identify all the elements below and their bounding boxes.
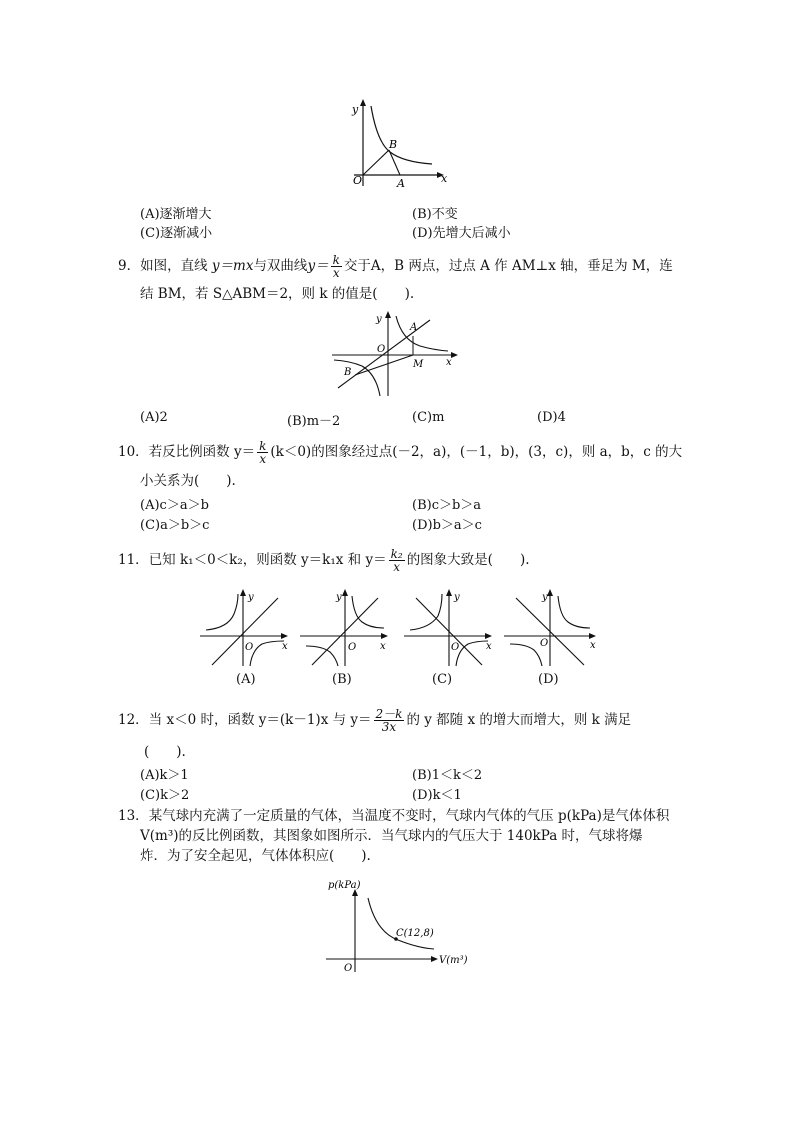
q10-line2: 小关系为( ). [140, 473, 236, 489]
y-arrow [360, 99, 366, 106]
q12-text-b: 的 y 都随 x 的增大而增大，则 k 满足 [406, 712, 632, 728]
q10-line1 [118, 440, 682, 465]
label-a: A [410, 322, 418, 333]
q9-text-b: 与双曲线 [253, 258, 308, 274]
q12-option-a: (A)k＞1 [140, 768, 189, 783]
q8-option-b: (B)不变 [412, 207, 458, 222]
y-arrow [385, 311, 391, 318]
q8-option-d: (D)先增大后减小 [412, 226, 511, 241]
label-x: x [282, 641, 288, 652]
label-y: y [454, 592, 460, 603]
q8-option-a: (A)逐渐增大 [140, 207, 212, 222]
q9-text-d: A，B 两点，过点 A 作 AM⊥x 轴，垂足为 M，连 [370, 258, 673, 274]
q12-option-b: (B)1＜k＜2 [412, 768, 483, 783]
q11-graph-a [198, 588, 294, 668]
q9-option-b: (B)m－2 [287, 414, 341, 429]
q9-text-c: 交于 [343, 258, 371, 274]
label-x: x [441, 172, 448, 185]
q12-option-c: (C)k＞2 [140, 788, 190, 803]
segment-ob [363, 150, 389, 175]
q10-text-a: 若反比例函数 y＝ [148, 444, 256, 460]
label-x: x [486, 641, 492, 652]
q11-text-a: 已知 k₁＜0＜k₂，则函数 y＝k₁x 和 y＝ [148, 552, 387, 568]
q13-line2: V(m³)的反比例函数，其图象如图所示．当气球内的气压大于 140kPa 时，气球将爆 [140, 828, 643, 844]
q10-fraction: $\frac{k}{x}$ [259, 439, 267, 466]
q12-option-d: (D)k＜1 [412, 788, 462, 803]
label-b: B [344, 367, 352, 378]
curve-branch-1 [558, 596, 590, 628]
y-arrow [446, 589, 452, 596]
q11-caption-b: (B) [332, 672, 352, 687]
line-graph [212, 598, 278, 665]
q9-fraction: $\frac{k}{x}$ [332, 253, 340, 280]
y-arrow [547, 589, 553, 596]
q13-line1 [118, 806, 669, 826]
q13-line3: 炸．为了安全起见，气体体积应( ). [140, 848, 371, 864]
label-o: O [348, 642, 357, 653]
label-o: O [245, 642, 254, 653]
q12-line1 [118, 708, 631, 733]
q8-option-c: (C)逐渐减小 [140, 226, 213, 241]
q12-line2: ( ). [144, 744, 186, 760]
q11-number: 11． [118, 552, 149, 568]
x-arrow [281, 633, 288, 639]
x-arrow [431, 956, 438, 962]
curve-branch-2 [250, 641, 284, 666]
hyperbola-branch-3 [334, 360, 380, 396]
label-y: y [336, 592, 342, 603]
label-o: O [377, 344, 386, 355]
label-p: p(kPa) [328, 880, 361, 891]
x-arrow [485, 633, 492, 639]
q11-text-b: 的图象大致是( ). [406, 552, 530, 568]
q11-graph-d [502, 588, 602, 668]
q12-text-a: 当 x＜0 时，函数 y＝(k－1)x 与 y＝ [148, 712, 372, 728]
q11-caption-a: (A) [236, 672, 256, 687]
label-y: y [542, 592, 548, 603]
label-b: B [389, 138, 398, 151]
label-y: y [376, 314, 382, 325]
q11-graph-c [402, 588, 498, 668]
y-arrow [342, 589, 348, 596]
y-arrow [240, 589, 246, 596]
curve-branch-4 [456, 641, 488, 666]
q11-line1 [118, 548, 530, 573]
hyperbola-branch-1 [396, 316, 448, 351]
label-y: y [352, 103, 359, 116]
q9-option-a: (A)2 [140, 410, 168, 425]
label-c: C(12,8) [396, 928, 434, 939]
segment-ba [389, 150, 400, 175]
curve-branch-1 [206, 594, 238, 630]
q10-option-b: (B)c＞b＞a [412, 498, 482, 513]
curve-branch-2 [410, 594, 442, 630]
q13-number: 13． [118, 808, 149, 824]
q9-eq1: y＝mx [211, 258, 254, 274]
q9-text-a: 如图，直线 [140, 258, 208, 274]
q13-figure [322, 872, 482, 980]
x-arrow [381, 633, 388, 639]
x-arrow [589, 633, 596, 639]
q9-option-d: (D)4 [537, 410, 566, 425]
q11-graph-b [298, 588, 394, 668]
label-o: O [451, 642, 460, 653]
label-a: A [397, 177, 405, 190]
q11-fraction: $\frac{\text{k₂}}{x}$ [390, 547, 403, 574]
hyperbola-curve [368, 898, 434, 949]
q10-option-c: (C)a＞b＞c [140, 518, 210, 533]
curve-branch-1 [352, 596, 384, 628]
q10-text-b: (k＜0)的图象经过点(－2，a)，(－1，b)，(3，c)，则 a，b，c 的大 [270, 444, 683, 460]
q8-figure [340, 98, 450, 190]
q9-line2: 结 BM，若 S△ABM＝2，则 k 的值是( ). [140, 286, 415, 302]
q13-text-1: 某气球内充满了一定质量的气体，当温度不变时，气球内气体的气压 p(kPa)是气体体积 [148, 808, 670, 824]
q10-option-d: (D)b＞a＞c [412, 518, 482, 533]
q10-option-a: (A)c＞a＞b [140, 498, 209, 513]
curve-branch-3 [306, 646, 338, 666]
label-y: y [248, 592, 254, 603]
q11-caption-c: (C) [432, 672, 453, 687]
q9-figure [330, 310, 465, 400]
hyperbola [371, 106, 432, 164]
x-arrow [451, 352, 458, 358]
q9-number: 9． [118, 258, 141, 274]
label-x: x [590, 640, 596, 651]
label-x: x [446, 357, 452, 368]
q12-number: 12． [118, 712, 149, 728]
curve-branch-3 [510, 644, 542, 666]
q10-number: 10． [118, 444, 149, 460]
label-o: O [353, 174, 363, 187]
label-x: x [380, 641, 386, 652]
label-o: O [344, 963, 353, 974]
q12-fraction: $\frac{2-k}{3x}$ [375, 707, 403, 734]
label-m: M [413, 359, 424, 370]
segment-bm [355, 355, 413, 375]
q11-caption-d: (D) [538, 672, 559, 687]
label-o: O [540, 638, 549, 649]
q9-option-c: (C)m [412, 410, 445, 425]
q9-line1: 9．如图，直线 y＝mx与双曲线y＝ $\frac{k}{x}$ 交于A，B 两点，过点 A 作 AM⊥x 轴，垂足为 M，连 [118, 253, 673, 280]
label-v: V(m³) [439, 955, 468, 966]
